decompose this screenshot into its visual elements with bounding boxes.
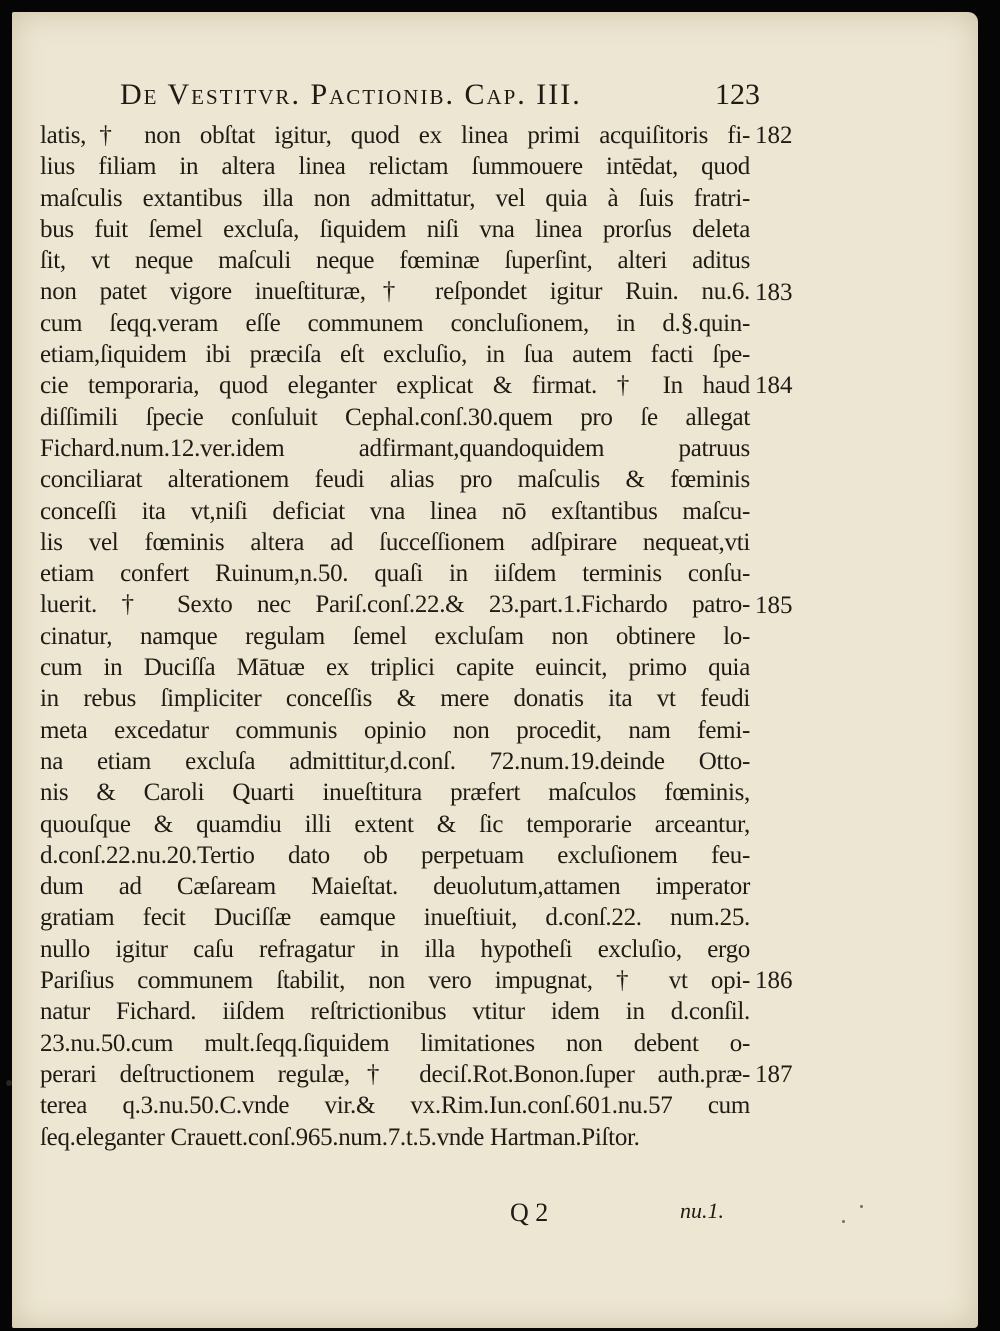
text-line: na etiam excluſa admittitur,d.conſ. 72.num.19.deinde Otto- xyxy=(40,747,750,775)
text-line: diſſimili ſpecie conſuluit Cephal.conſ.30.quem pro ſe allegat xyxy=(40,403,750,431)
text-line: cinatur, namque regulam ſemel excluſam non obtinere lo- xyxy=(40,622,750,650)
paper-speck xyxy=(842,1220,845,1223)
signature-mark: Q 2 xyxy=(510,1198,549,1227)
text-line: luerit. † Sexto nec Pariſ.conſ.22.& 23.part.1.Fichardo patro- xyxy=(40,591,750,619)
text-line: nullo igitur caſu refragatur in illa hypotheſi excluſio, ergo xyxy=(40,935,750,963)
margin-note-number: 182 xyxy=(755,122,793,149)
text-line: maſculis extantibus illa non admittatur, vel quia à ſuis fratri- xyxy=(40,184,750,212)
text-line: cum ſeqq.veram eſſe communem concluſionem, in d.§.quin- xyxy=(40,309,750,337)
main-text-block xyxy=(40,120,750,1153)
text-line: natur Fichard. iiſdem reſtrictionibus vtitur idem in d.conſil. xyxy=(40,998,750,1026)
text-line: latis,† non obſtat igitur, quod ex linea primi acquiſitoris fi- xyxy=(40,122,750,149)
text-line: d.conſ.22.nu.20.Tertio dato ob perpetuam excluſionem feu- xyxy=(40,841,750,869)
text-line: etiam,ſiquidem ibi præciſa eſt excluſio, in ſua autem facti ſpe- xyxy=(40,341,750,369)
text-line: lius filiam in altera linea relictam ſummouere intēdat, quod xyxy=(40,153,750,181)
text-line: conceſſi ita vt,niſi deficiat vna linea nō exſtantibus maſcu- xyxy=(40,497,750,525)
text-line: cum in Duciſſa Mātuæ ex triplici capite euincit, primo quia xyxy=(40,654,750,682)
text-line: ſeq.eleganter Crauett.conſ.965.num.7.t.5.vnde Hartman.Piſtor. xyxy=(40,1123,640,1151)
text-line: ſit, vt neque maſculi neque fœminæ ſuperſint, alteri aditus xyxy=(40,247,750,275)
margin-note-number: 185 xyxy=(755,591,793,619)
text-line: in rebus ſimpliciter conceſſis & mere donatis ita vt feudi xyxy=(40,685,750,713)
paper-speck xyxy=(860,1205,863,1208)
text-line: bus fuit ſemel excluſa, ſiquidem niſi vna linea prorſus deleta xyxy=(40,215,750,243)
text-line: etiam confert Ruinum,n.50. quaſi in iiſdem terminis conſu- xyxy=(40,560,750,588)
text-line: non patet vigore inueſtituræ,† reſpondet igitur Ruin. nu.6. xyxy=(40,278,750,306)
margin-note-number: 186 xyxy=(755,967,793,995)
margin-note-number: 184 xyxy=(755,372,793,400)
margin-note-number: 187 xyxy=(755,1061,793,1088)
text-line: Pariſius communem ſtabilit, non vero impugnat, † vt opi- xyxy=(40,967,750,995)
binding-hole-mark xyxy=(6,1080,12,1086)
text-line: lis vel fœminis altera ad ſucceſſionem adſpirare nequeat,vti xyxy=(40,528,750,556)
text-line: quouſque & quamdiu illi extent & ſic temporarie arceantur, xyxy=(40,810,750,838)
text-line: conciliarat alterationem feudi alias pro maſculis & fœminis xyxy=(40,466,750,494)
text-line: perari deſtructionem regulæ,† deciſ.Rot.Bonon.ſuper auth.præ- xyxy=(40,1060,750,1088)
text-line: terea q.3.nu.50.C.vnde vir.& vx.Rim.Iun.conſ.601.nu.57 cum xyxy=(40,1092,750,1120)
text-line: meta excedatur communis opinio non procedit, nam femi- xyxy=(40,716,750,744)
text-line: cie temporaria, quod eleganter explicat & firmat. † In haud xyxy=(40,372,750,400)
text-line: Fichard.num.12.ver.idem adfirmant,quandoquidem patruus xyxy=(40,434,750,462)
running-title: De Vestitvr. Pactionib. Cap. III. xyxy=(120,78,582,111)
margin-note-number: 183 xyxy=(755,278,793,306)
text-line: nis & Caroli Quarti inueſtitura præfert maſculos fœminis, xyxy=(40,779,750,807)
running-header xyxy=(120,78,760,118)
text-line: gratiam fecit Duciſſæ eamque inueſtiuit, d.conſ.22. num.25. xyxy=(40,904,750,932)
page-number: 123 xyxy=(715,78,760,111)
text-line: dum ad Cæſaream Maieſtat. deuolutum,attamen imperator xyxy=(40,873,750,901)
catchword: nu.1. xyxy=(680,1198,724,1223)
text-line: 23.nu.50.cum mult.ſeqq.ſiquidem limitationes non debent o- xyxy=(40,1029,750,1057)
